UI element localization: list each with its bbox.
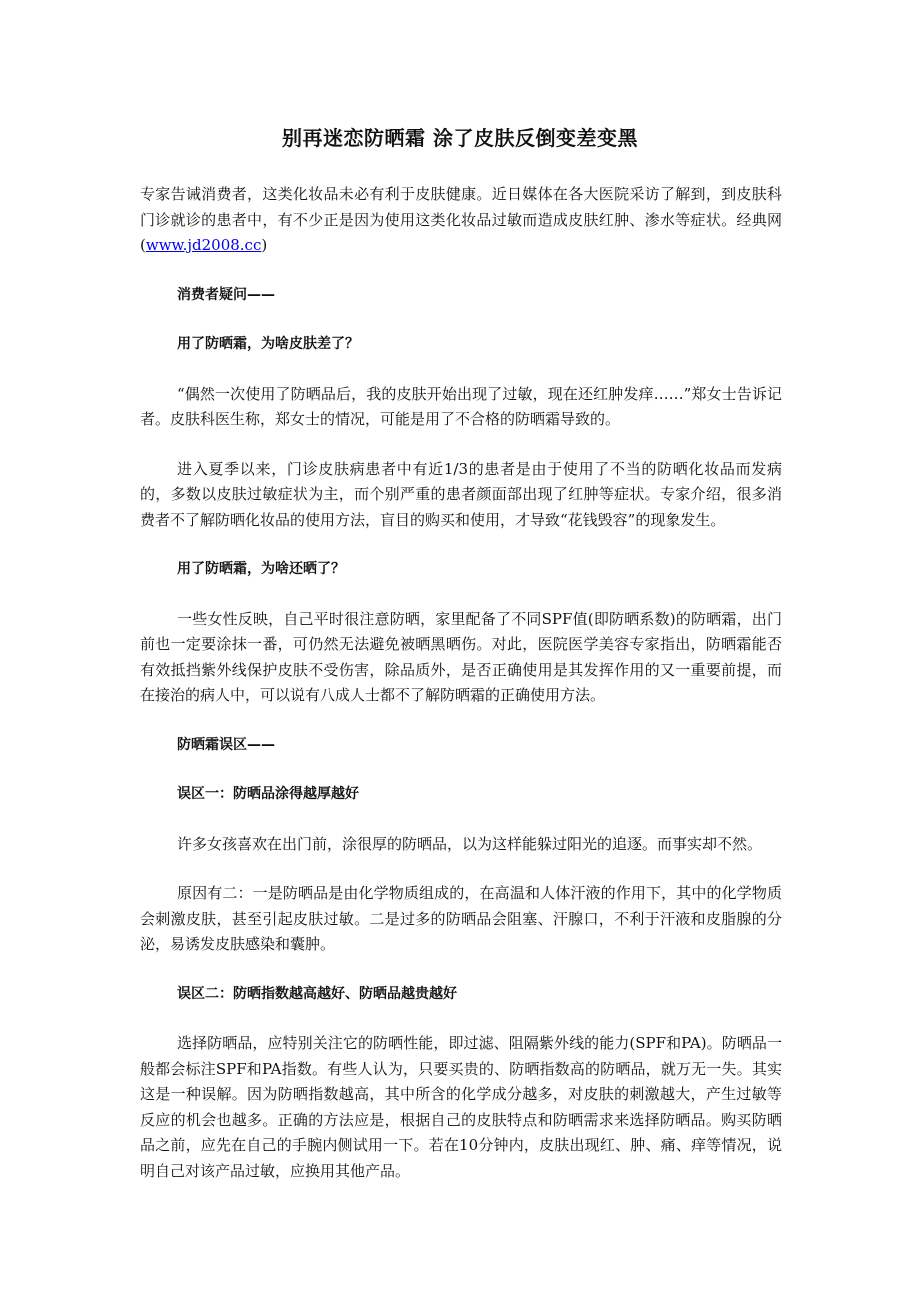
intro-paragraph	[140, 182, 782, 259]
source-link[interactable]: www.jd2008.cc	[145, 236, 262, 254]
misconception-1-heading: 误区一：防晒品涂得越厚越好	[177, 786, 359, 802]
section-heading-consumer-questions: 消费者疑问——	[177, 286, 275, 303]
intro-after: )	[261, 236, 268, 254]
paragraph-1: “偶然一次使用了防晒品后，我的皮肤开始出现了过敏，现在还红肿发痒……”郑女士告诉记者。皮肤科医生称，郑女士的情况，可能是用了不合格的防晒霜导致的。	[140, 384, 782, 428]
section-heading-misconceptions: 防晒霜误区——	[177, 736, 275, 753]
question-heading-skin-worse: 用了防晒霜，为啥皮肤差了？	[177, 336, 359, 352]
paragraph-2: 进入夏季以来，门诊皮肤病患者中有近1/3的患者是由于使用了不当的防晒化妆品而发病的，多数以皮肤过敏症状为主，而个别严重的患者颜面部出现了红肿等症状。专家介绍，很多消费者不了解防晒化妆品的使用方法，盲目的购买和使用，才导致“花钱毁容”的现象发生。	[140, 459, 782, 529]
question-heading-still-tanned: 用了防晒霜，为啥还晒了？	[177, 561, 345, 577]
paragraph-3: 一些女性反映，自己平时很注意防晒，家里配备了不同SPF值(即防晒系数)的防晒霜，出门前也一定要涂抹一番，可仍然无法避免被晒黑晒伤。对此，医院医学美容专家指出，防晒霜能否有效抵挡紫外线保护皮肤不受伤害，除品质外，是否正确使用是其发挥作用的又一重要前提，而在接治的病人中，可以说有八成人士都不了解防晒霜的正确使用方法。	[140, 609, 782, 704]
article-body	[140, 182, 782, 1208]
paragraph-6: 选择防晒品，应特别关注它的防晒性能，即过滤、阻隔紫外线的能力(SPF和PA)。防晒品一般都会标注SPF和PA指数。有些人认为，只要买贵的、防晒指数高的防晒品，就万无一失。其实这是一种误解。因为防晒指数越高，其中所含的化学成分越多，对皮肤的刺激越大，产生过敏等反应的机会也越多。正确的方法应是，根据自己的皮肤特点和防晒需求来选择防晒品。购买防晒品之前，应先在自己的手腕内侧试用一下。若在10分钟内，皮肤出现红、肿、痛、痒等情况，说明自己对该产品过敏，应换用其他产品。	[140, 1034, 782, 1180]
paragraph-5: 原因有二：一是防晒品是由化学物质组成的，在高温和人体汗液的作用下，其中的化学物质会刺激皮肤，甚至引起皮肤过敏。二是过多的防晒品会阻塞、汗腺口，不利于汗液和皮脂腺的分泌，易诱发皮肤感染和囊肿。	[140, 884, 782, 953]
paragraph-4: 许多女孩喜欢在出门前，涂很厚的防晒品，以为这样能躲过阳光的追逐。而事实却不然。	[177, 834, 763, 853]
article-title: 别再迷恋防晒霜 涂了皮肤反倒变差变黑	[282, 126, 638, 150]
intro-text: 专家告诫消费者，这类化妆品未必有利于皮肤健康。近日媒体在各大医院采访了解到，到皮肤科门诊就诊的患者中，有不少正是因为使用这类化妆品过敏而造成皮肤红肿、渗水等症状。经典网(	[140, 185, 782, 254]
misconception-2-heading: 误区二：防晒指数越高越好、防晒品越贵越好	[177, 985, 457, 1002]
